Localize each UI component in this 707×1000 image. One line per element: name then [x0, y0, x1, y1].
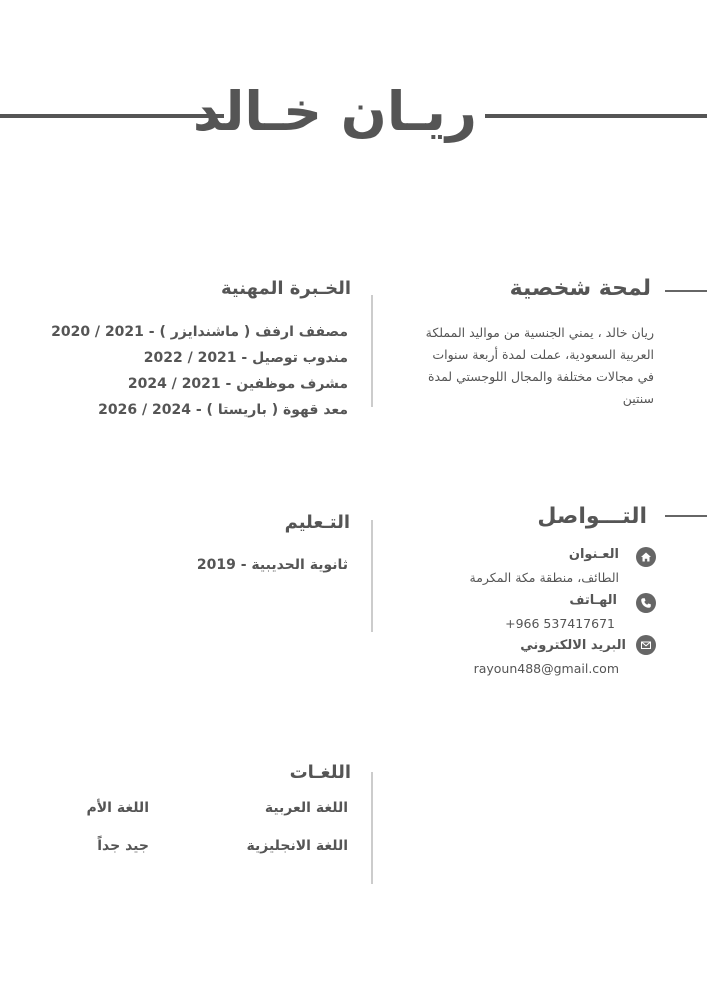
contact-heading: التـــواصل [537, 504, 647, 529]
language-name-arabic: اللغة العربية [264, 800, 348, 816]
contact-heading-line [665, 515, 707, 517]
languages-heading: اللغـات [289, 762, 351, 783]
mail-icon [636, 635, 656, 655]
profile-text: ريان خالد ، يمني الجنسية من مواليد المملكة العربية السعودية، عملت لمدة أربعة سنوات في مجالات مختلفة والمجال اللوجستي لمدة سنتين [425, 325, 654, 406]
experience-item: مصفف ارفف ( ماشندايزر ) - 2021 / 2020 [51, 324, 348, 340]
divider-education [371, 520, 373, 632]
language-level-english: جيد جداً [97, 838, 149, 854]
phone-icon [636, 593, 656, 613]
address-label: العـنوان [568, 547, 619, 562]
education-heading: التـعليم [284, 512, 350, 533]
title-line-left [0, 114, 224, 118]
education-item: ثانوية الحديبية - 2019 [196, 557, 348, 573]
phone-value: +966 537417671 [505, 616, 615, 631]
experience-item: معد قهوة ( باريستا ) - 2024 / 2026 [98, 402, 348, 418]
divider-languages [371, 772, 373, 884]
home-icon [636, 547, 656, 567]
address-value: الطائف، منطقة مكة المكرمة [469, 570, 619, 585]
page-title: ريـان خـالد [192, 80, 477, 143]
email-value: rayoun488@gmail.com [473, 661, 619, 676]
experience-item: مشرف موظفين - 2021 / 2024 [127, 376, 348, 392]
experience-heading: الخـبرة المهنية [221, 278, 351, 299]
divider-experience [371, 295, 373, 407]
phone-label: الهـاتف [569, 593, 617, 608]
email-label: البريد الالكتروني [520, 638, 626, 653]
language-name-english: اللغة الانجليزية [246, 838, 348, 854]
profile-heading: لمحة شخصية [509, 276, 651, 301]
language-level-arabic: اللغة الأم [86, 800, 149, 816]
profile-heading-line [665, 290, 707, 292]
title-line-right [485, 114, 707, 118]
experience-item: مندوب توصيل - 2021 / 2022 [143, 350, 348, 366]
